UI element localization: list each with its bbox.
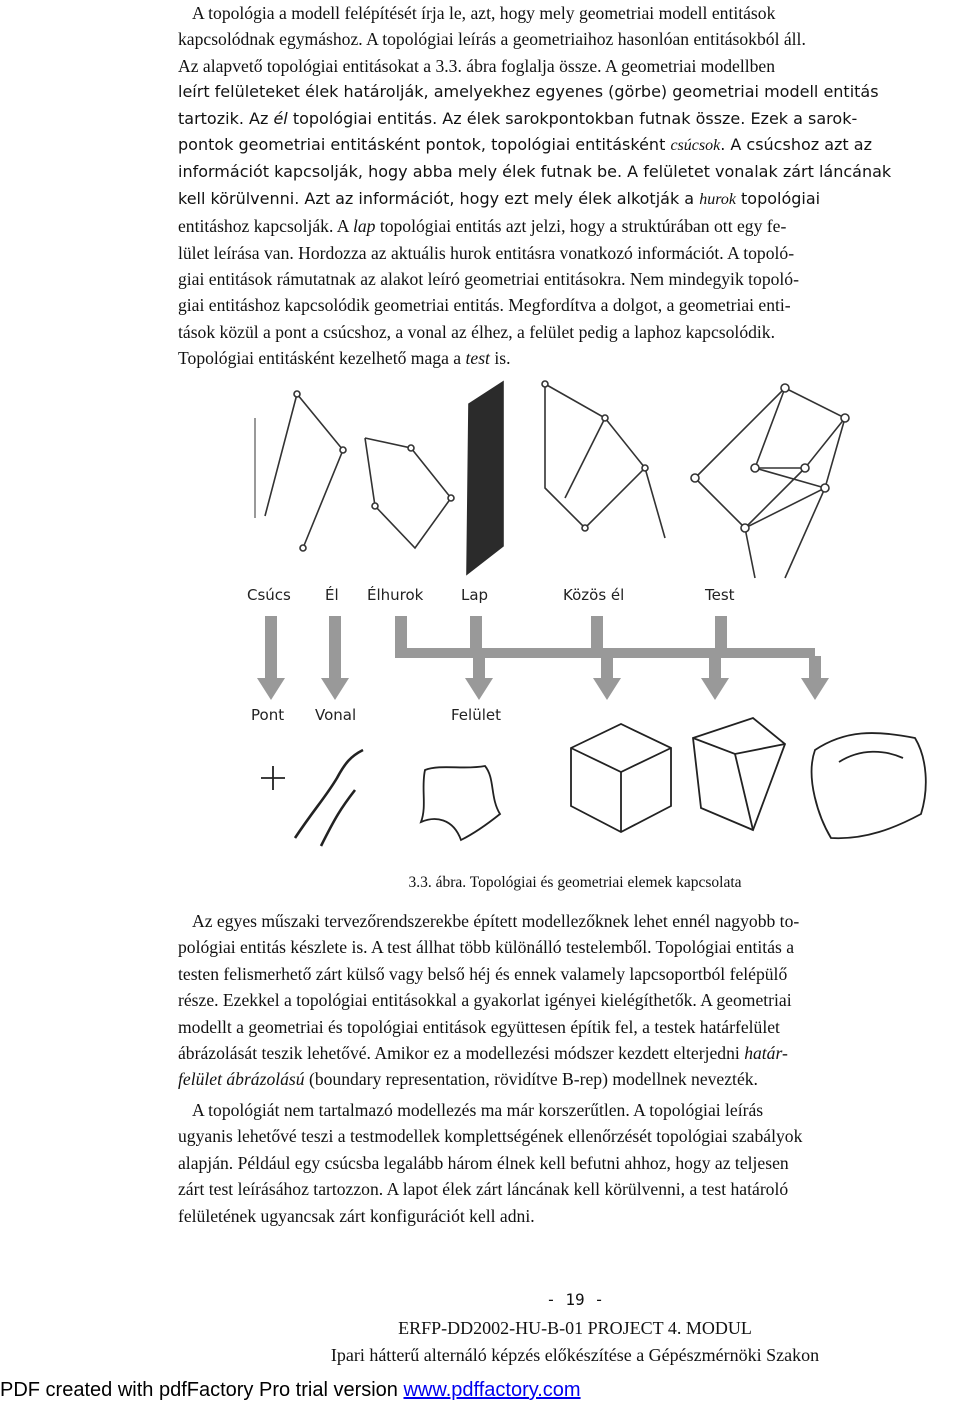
arrow-edge-line <box>321 616 349 700</box>
italic-term: hurok <box>699 190 736 208</box>
vertex-drawing <box>255 391 346 551</box>
text-line: információt kapcsolják, hogy abba mely élek futnak be. A felületet vonalak zárt láncának <box>178 162 892 182</box>
label-vertex: Csúcs <box>247 586 291 604</box>
italic-term: felület ábrázolású <box>178 1069 305 1090</box>
label-solid: Test <box>705 586 735 604</box>
common-edge-drawing <box>542 381 665 538</box>
text-span: ábrázolását teszik lehetővé. Amikor ez a modellezési módszer kezdett elterjedni <box>178 1043 745 1064</box>
text-span: kell körülvenni. Azt az információt, hogy ezt mely élek alkotják a <box>178 188 700 208</box>
pdffactory-link[interactable]: www.pdffactory.com <box>403 1379 581 1401</box>
footer-project: ERFP-DD2002-HU-B-01 PROJECT 4. MODUL <box>398 1318 752 1338</box>
text-line: giai entitáshoz kapcsolódik geometriai entitás. Megfordítva a dolgot, a geometriai enti- <box>178 295 791 316</box>
text-line: felületének ugyancsak zárt konfigurációt kell adni. <box>178 1205 535 1226</box>
face-shape <box>467 382 503 574</box>
footer-subtitle: Ipari hátterű alternáló képzés előkészítése a Gépészmérnöki Szakon <box>330 1345 820 1365</box>
label-line: Vonal <box>315 706 357 724</box>
text-line: leírt felületeket élek határolják, amelyekhez egyenes (görbe) geometriai modell entitás <box>178 82 879 102</box>
paragraph-1 <box>178 0 952 372</box>
text-line: ugyanis lehetővé teszi a testmodellek komplettségének ellenőrzését topológiai szabályok <box>178 1126 803 1147</box>
italic-term: határ- <box>744 1043 788 1064</box>
italic-term: lap <box>352 216 376 237</box>
text-line: A topológiát nem tartalmazó modellezés ma már korszerűtlen. A topológiai leírás <box>192 1100 764 1120</box>
text-span: Topológiai entitásként kezelhető maga a <box>178 348 466 369</box>
text-line: testen felismerhető zárt külső vagy belső héj és ennek valamely lapcsoportból felépülő <box>178 963 788 984</box>
paragraph-2 <box>178 908 952 1093</box>
point-cross-icon <box>261 766 285 790</box>
pdf-notice <box>0 1379 581 1402</box>
solid-graph-drawing <box>691 384 849 578</box>
text-line <box>178 106 952 132</box>
italic-term: csúcsok <box>670 137 721 155</box>
paragraph-3 <box>178 1097 952 1229</box>
label-edge: Él <box>325 586 339 604</box>
label-face: Lap <box>461 586 489 604</box>
text-line: része. Ezekkel a topológiai entitásokkal a gyakorlat igényei kielégíthetők. A geometriai <box>178 990 792 1011</box>
label-common-edge: Közös él <box>563 586 625 604</box>
label-edge-loop: Élhurok <box>367 586 424 604</box>
text-span: topológiai <box>735 188 821 208</box>
text-span: . A csúcshoz azt az <box>720 135 872 155</box>
arrow-vertex-point <box>257 616 285 700</box>
label-surface: Felület <box>451 706 501 724</box>
text-span: (boundary representation, rövidítve B-rep) modellnek nevezték. <box>304 1069 758 1090</box>
text-line: giai entitások rámutatnak az alakot leíró geometriai entitásokra. Nem mindegyik topoló- <box>178 269 799 290</box>
line-curve-2 <box>321 790 355 846</box>
text-span: entitáshoz kapcsolják. A <box>178 216 353 237</box>
text-line: lület leírása van. Hordozza az aktuális hurok entitásra vonatkozó információt. A topoló- <box>178 242 795 263</box>
text-line: Az egyes műszaki tervezőrendszerekbe épített modellezőknek lehet ennél nagyobb to- <box>192 911 800 931</box>
edge-loop-drawing <box>365 438 454 548</box>
cube-drawing <box>571 724 671 832</box>
arrow-to-cube <box>593 656 621 700</box>
topology-diagram <box>225 378 960 868</box>
text-line <box>178 186 952 213</box>
text-line <box>178 1066 952 1092</box>
curved-solid-drawing <box>812 733 926 838</box>
text-line: kapcsolódnak egymáshoz. A topológiai leírás a geometriaihoz hasonlóan entitásokból áll. <box>178 29 806 50</box>
page-number: - 19 - <box>546 1290 604 1309</box>
label-point: Pont <box>251 706 285 724</box>
text-span: pontok geometriai entitásként pontok, topológiai entitásként <box>178 135 671 155</box>
italic-term: él <box>273 108 288 128</box>
figure-caption: 3.3. ábra. Topológiai és geometriai elemek kapcsolata <box>408 874 742 891</box>
text-line: Az alapvető topológiai entitásokat a 3.3. ábra foglalja össze. A geometriai modellben <box>178 55 776 76</box>
arrow-to-surface <box>465 656 493 700</box>
text-line: A topológia a modell felépítését írja le, azt, hogy mely geometriai modell entitások <box>192 3 776 23</box>
arrow-to-solid <box>801 656 829 700</box>
text-line: zárt test leírásához tartozzon. A lapot élek zárt láncának kell körülvenni, a test határoló <box>178 1179 789 1200</box>
text-span: tartozik. Az <box>178 108 274 128</box>
text-line: pológiai entitás készlete is. A test állhat több különálló testelemből. Topológiai entitás a <box>178 937 795 958</box>
text-line: alapján. Például egy csúcsba legalább három élnek kell befutni ahhoz, hogy az teljesen <box>178 1152 789 1173</box>
text-span: topológiai entitás. Az élek sarokpontokban futnak össze. Ezek a sarok- <box>287 108 858 128</box>
pdf-notice-text: PDF created with pdfFactory Pro trial version <box>0 1379 404 1401</box>
text-span: topológiai entitás azt jelzi, hogy a struktúrában ott egy fe- <box>375 216 787 237</box>
text-line <box>178 1040 952 1066</box>
text-line: tások közül a pont a csúcshoz, a vonal az élhez, a felület pedig a laphoz kapcsolódik. <box>178 321 775 342</box>
text-line <box>178 213 952 239</box>
surface-shape <box>421 766 500 840</box>
arrow-to-diamond <box>701 656 729 700</box>
diamond-drawing <box>693 718 785 830</box>
text-line <box>178 345 952 371</box>
text-line <box>178 132 952 159</box>
text-line: modellt a geometriai és topológiai entitások együttesen építik fel, a testek határfelület <box>178 1016 780 1037</box>
text-span: is. <box>489 348 511 369</box>
italic-term: test <box>465 348 490 369</box>
